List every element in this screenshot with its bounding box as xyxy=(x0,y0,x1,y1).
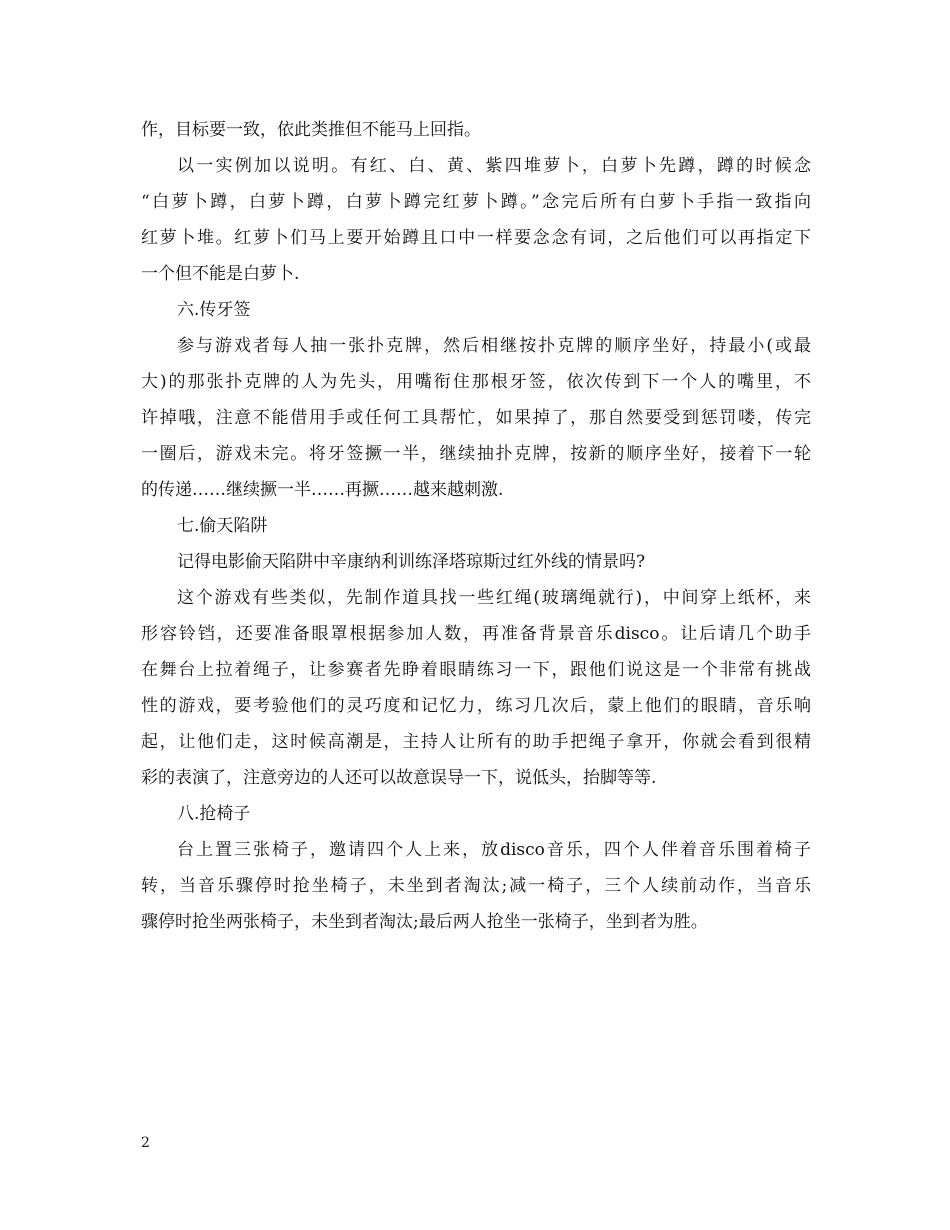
text-line: 形容铃铛，还要准备眼罩根据参加人数，再准备背景音乐disco。让后请几个助手 xyxy=(141,624,811,644)
text-line: 一圈后，游戏未完。将牙签撅一半，继续抽扑克牌，按新的顺序坐好，接着下一轮 xyxy=(141,444,811,464)
text-line: 以一实例加以说明。有红、白、黄、紫四堆萝卜，白萝卜先蹲，蹲的时候念 xyxy=(177,156,811,176)
section-heading: 七.偷天陷阱 xyxy=(177,516,268,536)
text-line: 红萝卜堆。红萝卜们马上要开始蹲且口中一样要念念有词，之后他们可以再指定下 xyxy=(141,228,811,248)
text-line: 参与游戏者每人抽一张扑克牌，然后相继按扑克牌的顺序坐好，持最小(或最 xyxy=(177,336,811,356)
text-line: 台上置三张椅子，邀请四个人上来，放disco音乐，四个人伴着音乐围着椅子 xyxy=(177,840,811,860)
text-line: 的传递……继续撅一半……再撅……越来越刺激. xyxy=(141,480,504,500)
text-line: 许掉哦，注意不能借用手或任何工具帮忙，如果掉了，那自然要受到惩罚喽，传完 xyxy=(141,408,811,428)
section-heading: 六.传牙签 xyxy=(177,300,251,320)
text-line: “白萝卜蹲，白萝卜蹲，白萝卜蹲完红萝卜蹲。”念完后所有白萝卜手指一致指向 xyxy=(141,192,811,212)
text-line: 彩的表演了，注意旁边的人还可以故意误导一下，说低头，抬脚等等. xyxy=(141,768,657,788)
text-line: 起，让他们走，这时候高潮是，主持人让所有的助手把绳子拿开，你就会看到很精 xyxy=(141,732,811,752)
text-line: 这个游戏有些类似，先制作道具找一些红绳(玻璃绳就行)，中间穿上纸杯，来 xyxy=(177,588,811,608)
text-line: 记得电影偷天陷阱中辛康纳利训练泽塔琼斯过红外线的情景吗? xyxy=(177,552,646,572)
text-line: 大)的那张扑克牌的人为先头，用嘴衔住那根牙签，依次传到下一个人的嘴里，不 xyxy=(141,372,811,392)
text-line: 在舞台上拉着绳子，让参赛者先睁着眼睛练习一下，跟他们说这是一个非常有挑战 xyxy=(141,660,811,680)
text-line: 骤停时抢坐两张椅子，未坐到者淘汰;最后两人抢坐一张椅子，坐到者为胜。 xyxy=(141,912,708,932)
text-line: 一个但不能是白萝卜. xyxy=(141,264,300,284)
text-line: 转，当音乐骤停时抢坐椅子，未坐到者淘汰;减一椅子，三个人续前动作，当音乐 xyxy=(141,876,811,896)
section-heading: 八.抢椅子 xyxy=(177,804,251,824)
text-line: 作，目标要一致，依此类推但不能马上回指。 xyxy=(141,120,481,140)
document-body xyxy=(141,112,811,940)
text-line: 性的游戏，要考验他们的灵巧度和记忆力，练习几次后，蒙上他们的眼睛，音乐响 xyxy=(141,696,811,716)
page-number: 2 xyxy=(141,1135,150,1151)
